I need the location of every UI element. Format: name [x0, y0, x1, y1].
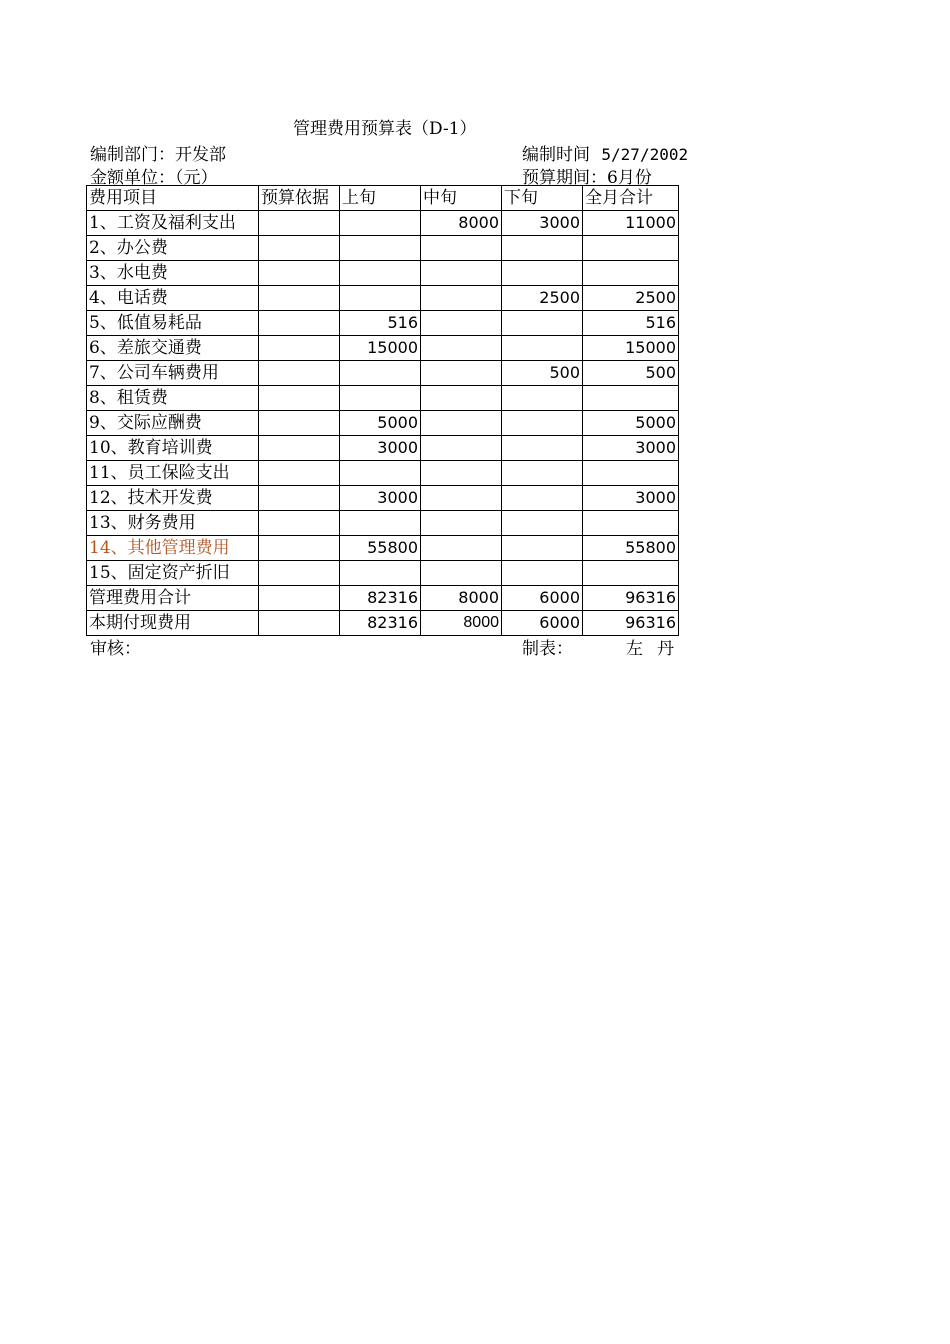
- cell-middle: [421, 536, 502, 561]
- table-row: [87, 486, 679, 511]
- cell-item: 1、工资及福利支出: [87, 211, 259, 236]
- cell-first: [340, 461, 421, 486]
- cell-last: [502, 411, 583, 436]
- cell-middle: 8000: [421, 611, 502, 636]
- cell-first: [340, 386, 421, 411]
- budget-table-body: [87, 186, 679, 636]
- header-item: 费用项目: [87, 186, 259, 211]
- cell-item: 11、员工保险支出: [87, 461, 259, 486]
- cell-last: [502, 461, 583, 486]
- cell-middle: 8000: [421, 586, 502, 611]
- cell-basis: [259, 236, 340, 261]
- maker-label: 制表：: [522, 639, 573, 659]
- cell-last: [502, 561, 583, 586]
- cell-total: [583, 561, 679, 586]
- cell-item: 9、交际应酬费: [87, 411, 259, 436]
- date-value: 5/27/2002: [601, 145, 689, 164]
- cell-first: 3000: [340, 436, 421, 461]
- cell-middle: [421, 386, 502, 411]
- cell-last: 3000: [502, 211, 583, 236]
- cell-basis: [259, 361, 340, 386]
- cell-item: 7、公司车辆费用: [87, 361, 259, 386]
- cell-first: [340, 561, 421, 586]
- cell-last: 2500: [502, 286, 583, 311]
- cell-total: [583, 386, 679, 411]
- cell-basis: [259, 486, 340, 511]
- header-row: [87, 186, 679, 211]
- table-row: [87, 386, 679, 411]
- cell-basis: [259, 536, 340, 561]
- cell-basis: [259, 286, 340, 311]
- meta-row-department: [90, 140, 702, 165]
- cell-item: 4、电话费: [87, 286, 259, 311]
- cell-last: [502, 336, 583, 361]
- cell-middle: [421, 411, 502, 436]
- meta-row-unit: [90, 163, 702, 188]
- period-label: 预算期间：6月份: [522, 168, 652, 188]
- cell-first: 3000: [340, 486, 421, 511]
- cell-item: 15、固定资产折旧: [87, 561, 259, 586]
- cell-basis: [259, 261, 340, 286]
- cell-total: [583, 236, 679, 261]
- budget-table: [86, 185, 679, 636]
- cell-first: [340, 211, 421, 236]
- cell-first: 82316: [340, 586, 421, 611]
- cell-last: [502, 486, 583, 511]
- cell-total: 11000: [583, 211, 679, 236]
- cell-basis: [259, 386, 340, 411]
- date-info: [522, 140, 688, 165]
- sheet-title: 管理费用预算表（D-1）: [293, 119, 477, 139]
- cell-first: [340, 361, 421, 386]
- cell-item: 管理费用合计: [87, 586, 259, 611]
- cell-middle: [421, 311, 502, 336]
- cell-middle: 8000: [421, 211, 502, 236]
- header-basis: 预算依据: [259, 186, 340, 211]
- cell-last: 500: [502, 361, 583, 386]
- cell-last: [502, 261, 583, 286]
- cell-last: [502, 236, 583, 261]
- cell-basis: [259, 561, 340, 586]
- cell-middle: [421, 236, 502, 261]
- cell-first: [340, 511, 421, 536]
- cell-basis: [259, 511, 340, 536]
- cell-total: [583, 261, 679, 286]
- header-first: 上旬: [340, 186, 421, 211]
- cell-last: [502, 436, 583, 461]
- cell-middle: [421, 511, 502, 536]
- cell-item: 13、财务费用: [87, 511, 259, 536]
- cell-first: [340, 286, 421, 311]
- cell-last: [502, 536, 583, 561]
- cell-item: 本期付现费用: [87, 611, 259, 636]
- cell-first: [340, 261, 421, 286]
- cell-first: 55800: [340, 536, 421, 561]
- cell-first: [340, 236, 421, 261]
- cell-item: 8、租赁费: [87, 386, 259, 411]
- cell-item: 3、水电费: [87, 261, 259, 286]
- table-row: [87, 336, 679, 361]
- cell-total: 3000: [583, 436, 679, 461]
- cell-total: 96316: [583, 586, 679, 611]
- table-row: [87, 461, 679, 486]
- cell-middle: [421, 486, 502, 511]
- table-row: [87, 236, 679, 261]
- cell-total: 2500: [583, 286, 679, 311]
- department-label: 编制部门：开发部: [90, 145, 226, 165]
- cell-total: [583, 511, 679, 536]
- cell-basis: [259, 611, 340, 636]
- table-row: [87, 411, 679, 436]
- table-row: [87, 436, 679, 461]
- table-row: [87, 261, 679, 286]
- maker-name: 左丹: [626, 639, 688, 659]
- cell-total: 516: [583, 311, 679, 336]
- cell-first: 516: [340, 311, 421, 336]
- cell-last: [502, 386, 583, 411]
- cell-middle: [421, 361, 502, 386]
- table-row: [87, 211, 679, 236]
- cell-item: 6、差旅交通费: [87, 336, 259, 361]
- review-label: 审核：: [90, 639, 141, 659]
- cell-middle: [421, 561, 502, 586]
- cell-total: 3000: [583, 486, 679, 511]
- cell-last: 6000: [502, 611, 583, 636]
- cell-middle: [421, 436, 502, 461]
- cell-item: 5、低值易耗品: [87, 311, 259, 336]
- cell-basis: [259, 461, 340, 486]
- cell-middle: [421, 286, 502, 311]
- table-row: [87, 586, 679, 611]
- header-total: 全月合计: [583, 186, 679, 211]
- cell-first: 15000: [340, 336, 421, 361]
- cell-total: 96316: [583, 611, 679, 636]
- cell-item: 10、教育培训费: [87, 436, 259, 461]
- cell-basis: [259, 211, 340, 236]
- header-middle: 中旬: [421, 186, 502, 211]
- table-row: [87, 561, 679, 586]
- cell-first: 82316: [340, 611, 421, 636]
- cell-total: [583, 461, 679, 486]
- date-label: 编制时间: [522, 145, 590, 165]
- cell-total: 55800: [583, 536, 679, 561]
- table-row: [87, 286, 679, 311]
- cell-total: 15000: [583, 336, 679, 361]
- cell-total: 500: [583, 361, 679, 386]
- header-last: 下旬: [502, 186, 583, 211]
- cell-basis: [259, 311, 340, 336]
- unit-label: 金额单位：（元）: [90, 168, 218, 188]
- cell-middle: [421, 261, 502, 286]
- cell-total: 5000: [583, 411, 679, 436]
- cell-middle: [421, 336, 502, 361]
- cell-first: 5000: [340, 411, 421, 436]
- cell-last: [502, 511, 583, 536]
- cell-basis: [259, 336, 340, 361]
- table-row: [87, 611, 679, 636]
- cell-item: 12、技术开发费: [87, 486, 259, 511]
- cell-item: 2、办公费: [87, 236, 259, 261]
- cell-last: 6000: [502, 586, 583, 611]
- table-row: [87, 311, 679, 336]
- cell-basis: [259, 436, 340, 461]
- table-row: [87, 511, 679, 536]
- cell-middle: [421, 461, 502, 486]
- cell-basis: [259, 586, 340, 611]
- cell-basis: [259, 411, 340, 436]
- cell-last: [502, 311, 583, 336]
- cell-item: 14、其他管理费用: [87, 536, 259, 561]
- table-row: [87, 536, 679, 561]
- table-row: [87, 361, 679, 386]
